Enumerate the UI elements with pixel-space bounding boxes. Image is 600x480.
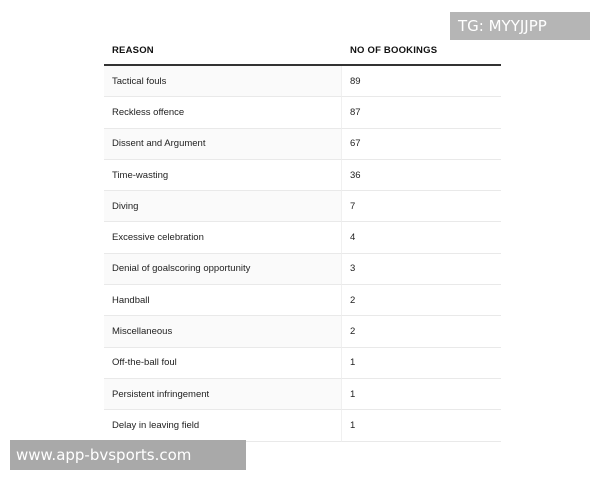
table-row (104, 97, 501, 128)
table-body (104, 66, 501, 442)
table-row (104, 254, 501, 285)
count-cell: 3 (342, 254, 501, 285)
reason-cell: Miscellaneous (104, 316, 342, 347)
table-row (104, 160, 501, 191)
reason-cell: Handball (104, 285, 342, 316)
table-row (104, 410, 501, 441)
table-row (104, 129, 501, 160)
reason-cell: Off-the-ball foul (104, 348, 342, 379)
table-row (104, 285, 501, 316)
bookings-table (104, 36, 501, 442)
count-cell: 2 (342, 316, 501, 347)
header-count: NO OF BOOKINGS (350, 44, 438, 56)
table-row (104, 379, 501, 410)
table-row (104, 222, 501, 253)
table-header (104, 36, 501, 66)
table-row (104, 348, 501, 379)
count-cell: 36 (342, 160, 501, 191)
count-cell: 89 (342, 66, 501, 97)
table-row (104, 316, 501, 347)
count-cell: 67 (342, 129, 501, 160)
count-cell: 1 (342, 410, 501, 441)
header-reason: REASON (112, 44, 154, 56)
reason-cell: Time-wasting (104, 160, 342, 191)
reason-cell: Diving (104, 191, 342, 222)
reason-cell: Delay in leaving field (104, 410, 342, 441)
watermark-top: TG: MYYJJPP (450, 12, 590, 40)
table-row (104, 191, 501, 222)
watermark-bottom: www.app-bvsports.com (10, 440, 246, 470)
count-cell: 1 (342, 348, 501, 379)
reason-cell: Tactical fouls (104, 66, 342, 97)
reason-cell: Denial of goalscoring opportunity (104, 254, 342, 285)
count-cell: 2 (342, 285, 501, 316)
table-row (104, 66, 501, 97)
reason-cell: Reckless offence (104, 97, 342, 128)
count-cell: 1 (342, 379, 501, 410)
reason-cell: Excessive celebration (104, 222, 342, 253)
reason-cell: Dissent and Argument (104, 129, 342, 160)
count-cell: 7 (342, 191, 501, 222)
reason-cell: Persistent infringement (104, 379, 342, 410)
count-cell: 87 (342, 97, 501, 128)
count-cell: 4 (342, 222, 501, 253)
